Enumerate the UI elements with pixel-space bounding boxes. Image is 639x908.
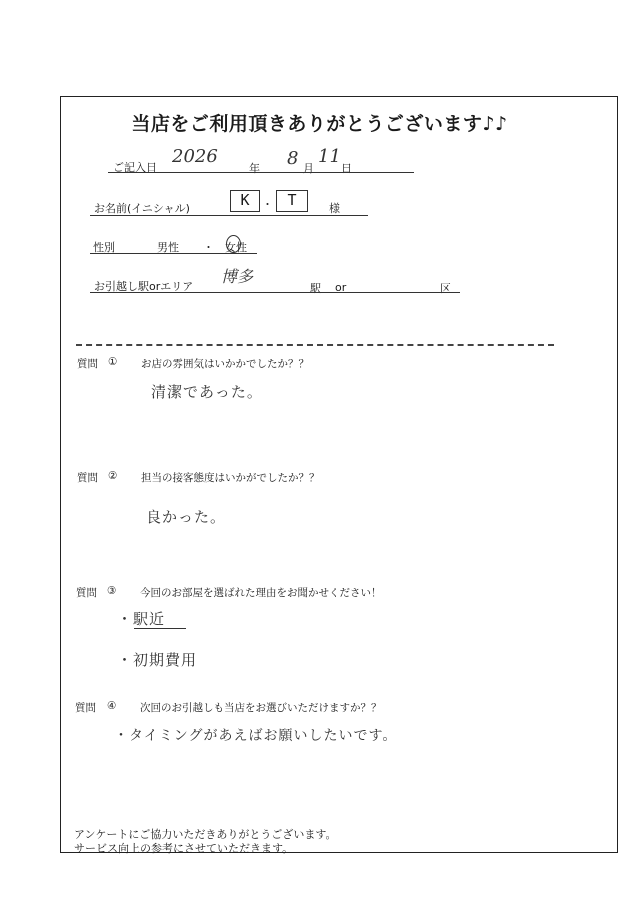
q1-number: ① — [108, 356, 118, 368]
area-or: or — [335, 281, 347, 294]
female-selected-circle — [226, 235, 241, 253]
q1-text: お店の雰囲気はいかかでしたか？？ — [141, 358, 309, 370]
area-underline — [90, 292, 460, 293]
q3-answer-1: ・駅近 — [117, 610, 166, 628]
date-day: 11 — [318, 146, 341, 167]
date-year: 2026 — [172, 146, 218, 167]
q4-text: 次回のお引越しも当店をお選びいただけますか？？ — [140, 702, 382, 714]
date-month: 8 — [287, 148, 299, 169]
initial-box-2: T — [276, 190, 308, 212]
q2-text: 担当の接客態度はいかがでしたか？？ — [141, 472, 320, 484]
q3-answer-2: ・初期費用 — [117, 651, 198, 669]
survey-title: 当店をご利用頂きありがとうございます♪♪ — [131, 113, 508, 135]
name-suffix: 様 — [329, 202, 340, 215]
q3-text: 今回のお部屋を選ばれた理由をお聞かせください！ — [140, 587, 382, 599]
q4-label: 質問 — [75, 702, 96, 714]
area-station: 駅 — [310, 282, 321, 295]
footer-line-2: サービス向上の参考にさせていただきます。 — [74, 842, 294, 855]
name-underline — [90, 215, 368, 216]
area-ward: 区 — [440, 282, 451, 295]
q3-number: ③ — [107, 585, 117, 597]
q3-answer-1-underline — [134, 628, 186, 629]
gender-female: 女性 — [225, 241, 247, 254]
area-value: 博多 — [221, 267, 254, 286]
date-underline — [108, 172, 414, 173]
date-year-unit: 年 — [249, 162, 260, 175]
q4-number: ④ — [107, 700, 117, 712]
gender-underline — [90, 253, 257, 254]
gender-label: 性別 — [93, 241, 115, 254]
q1-label: 質問 — [77, 358, 98, 370]
initial-dot: ・ — [262, 198, 273, 211]
gender-male: 男性 — [157, 241, 179, 254]
q1-answer: 清潔であった。 — [151, 383, 263, 401]
date-day-unit: 日 — [341, 162, 352, 175]
section-divider — [76, 344, 554, 346]
name-label: お名前(イニシャル) — [94, 202, 190, 215]
gender-separator: ・ — [203, 241, 214, 254]
initial-box-1: K — [230, 190, 260, 212]
q4-answer: ・タイミングがあえばお願いしたいです。 — [114, 728, 398, 744]
q2-answer: 良かった。 — [146, 508, 227, 526]
q2-label: 質問 — [77, 472, 98, 484]
q2-number: ② — [108, 470, 118, 482]
date-month-unit: 月 — [303, 162, 314, 175]
footer-line-1: アンケートにご協力いただきありがとうございます。 — [74, 828, 337, 841]
date-label: ご記入日 — [113, 161, 157, 174]
q3-label: 質問 — [76, 587, 97, 599]
area-label: お引越し駅orエリア — [94, 280, 194, 293]
